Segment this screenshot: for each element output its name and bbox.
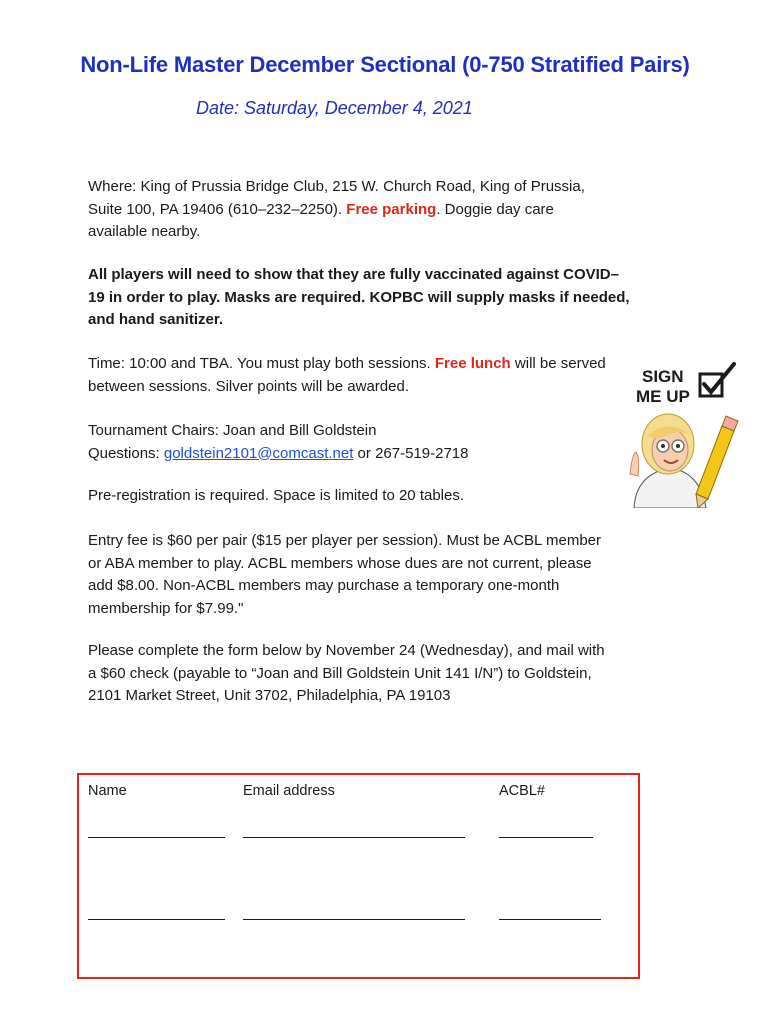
- where-text: Suite 100, PA 19406 (610–232–2250).: [88, 200, 347, 218]
- time-line: between sessions. Silver points will be awarded.: [88, 377, 409, 395]
- instructions-line: 2101 Market Street, Unit 3702, Philadelphia, PA 19103: [88, 687, 451, 704]
- email-field-line[interactable]: [243, 837, 465, 838]
- contact-phone: or 267-519-2718: [353, 444, 469, 462]
- checkbox-icon: [700, 364, 734, 396]
- prereg-line: Pre-registration is required. Space is limited to 20 tables.: [88, 487, 465, 504]
- event-date: Date: Saturday, December 4, 2021: [196, 98, 473, 118]
- sign-text: SIGN: [642, 367, 684, 386]
- acbl-field-line[interactable]: [499, 837, 593, 838]
- acbl-field-line[interactable]: [499, 919, 601, 920]
- vaccine-line: All players will need to show that they are fully vaccinated against COVID–: [88, 266, 619, 283]
- page-title: Non-Life Master December Sectional (0-750 Stratified Pairs): [80, 52, 690, 77]
- acbl-column-label: ACBL#: [499, 783, 545, 799]
- vaccine-paragraph: [88, 264, 688, 332]
- contact-email-link[interactable]: goldstein2101@comcast.net: [163, 444, 354, 462]
- pencil-icon: [696, 416, 738, 508]
- email-column-label: Email address: [243, 783, 335, 799]
- where-line: [88, 199, 678, 222]
- where-text: . Doggie day care: [436, 200, 554, 218]
- time-text: will be served: [510, 355, 606, 372]
- fee-paragraph: [88, 530, 678, 620]
- time-text: Time: 10:00 and TBA. You must play both sessions.: [88, 355, 435, 372]
- fee-line: add $8.00. Non-ACBL members may purchase a temporary one-month: [88, 577, 560, 594]
- name-field-line[interactable]: [88, 837, 225, 838]
- where-paragraph: [88, 176, 678, 244]
- chairs-line: Tournament Chairs: Joan and Bill Goldstein: [88, 422, 377, 439]
- woman-cartoon-icon: [630, 414, 706, 508]
- where-line: Where: King of Prussia Bridge Club, 215 W. Church Road, King of Prussia,: [88, 178, 585, 195]
- time-paragraph: [88, 353, 678, 398]
- chairs-paragraph: [88, 420, 678, 465]
- time-line: [88, 353, 606, 376]
- vaccine-line: and hand sanitizer.: [88, 311, 224, 328]
- questions-label: Questions:: [88, 444, 164, 462]
- where-line: available nearby.: [88, 223, 201, 240]
- questions-line: [88, 443, 678, 466]
- preregistration-paragraph: [88, 485, 678, 508]
- instructions-line: Please complete the form below by November 24 (Wednesday), and mail with: [88, 642, 605, 659]
- vaccine-line: 19 in order to play. Masks are required. KOPBC will supply masks if needed,: [88, 288, 630, 306]
- email-field-line[interactable]: [243, 919, 465, 920]
- fee-line: Entry fee is $60 per pair ($15 per player per session). Must be ACBL member: [88, 532, 602, 549]
- fee-line: or ABA member to play. ACBL members whose dues are not current, please: [88, 554, 592, 572]
- registration-form: [77, 773, 640, 979]
- free-lunch-highlight: Free lunch: [434, 355, 511, 372]
- instructions-paragraph: [88, 640, 678, 708]
- me-up-text: ME UP: [636, 387, 690, 406]
- instructions-line: a $60 check (payable to “Joan and Bill Goldstein Unit 141 I/N”) to Goldstein,: [88, 664, 592, 682]
- sign-me-up-illustration: [626, 356, 746, 508]
- name-column-label: Name: [88, 783, 127, 799]
- fee-line: membership for $7.99.": [88, 599, 244, 617]
- free-parking-highlight: Free parking: [346, 200, 437, 218]
- name-field-line[interactable]: [88, 919, 225, 920]
